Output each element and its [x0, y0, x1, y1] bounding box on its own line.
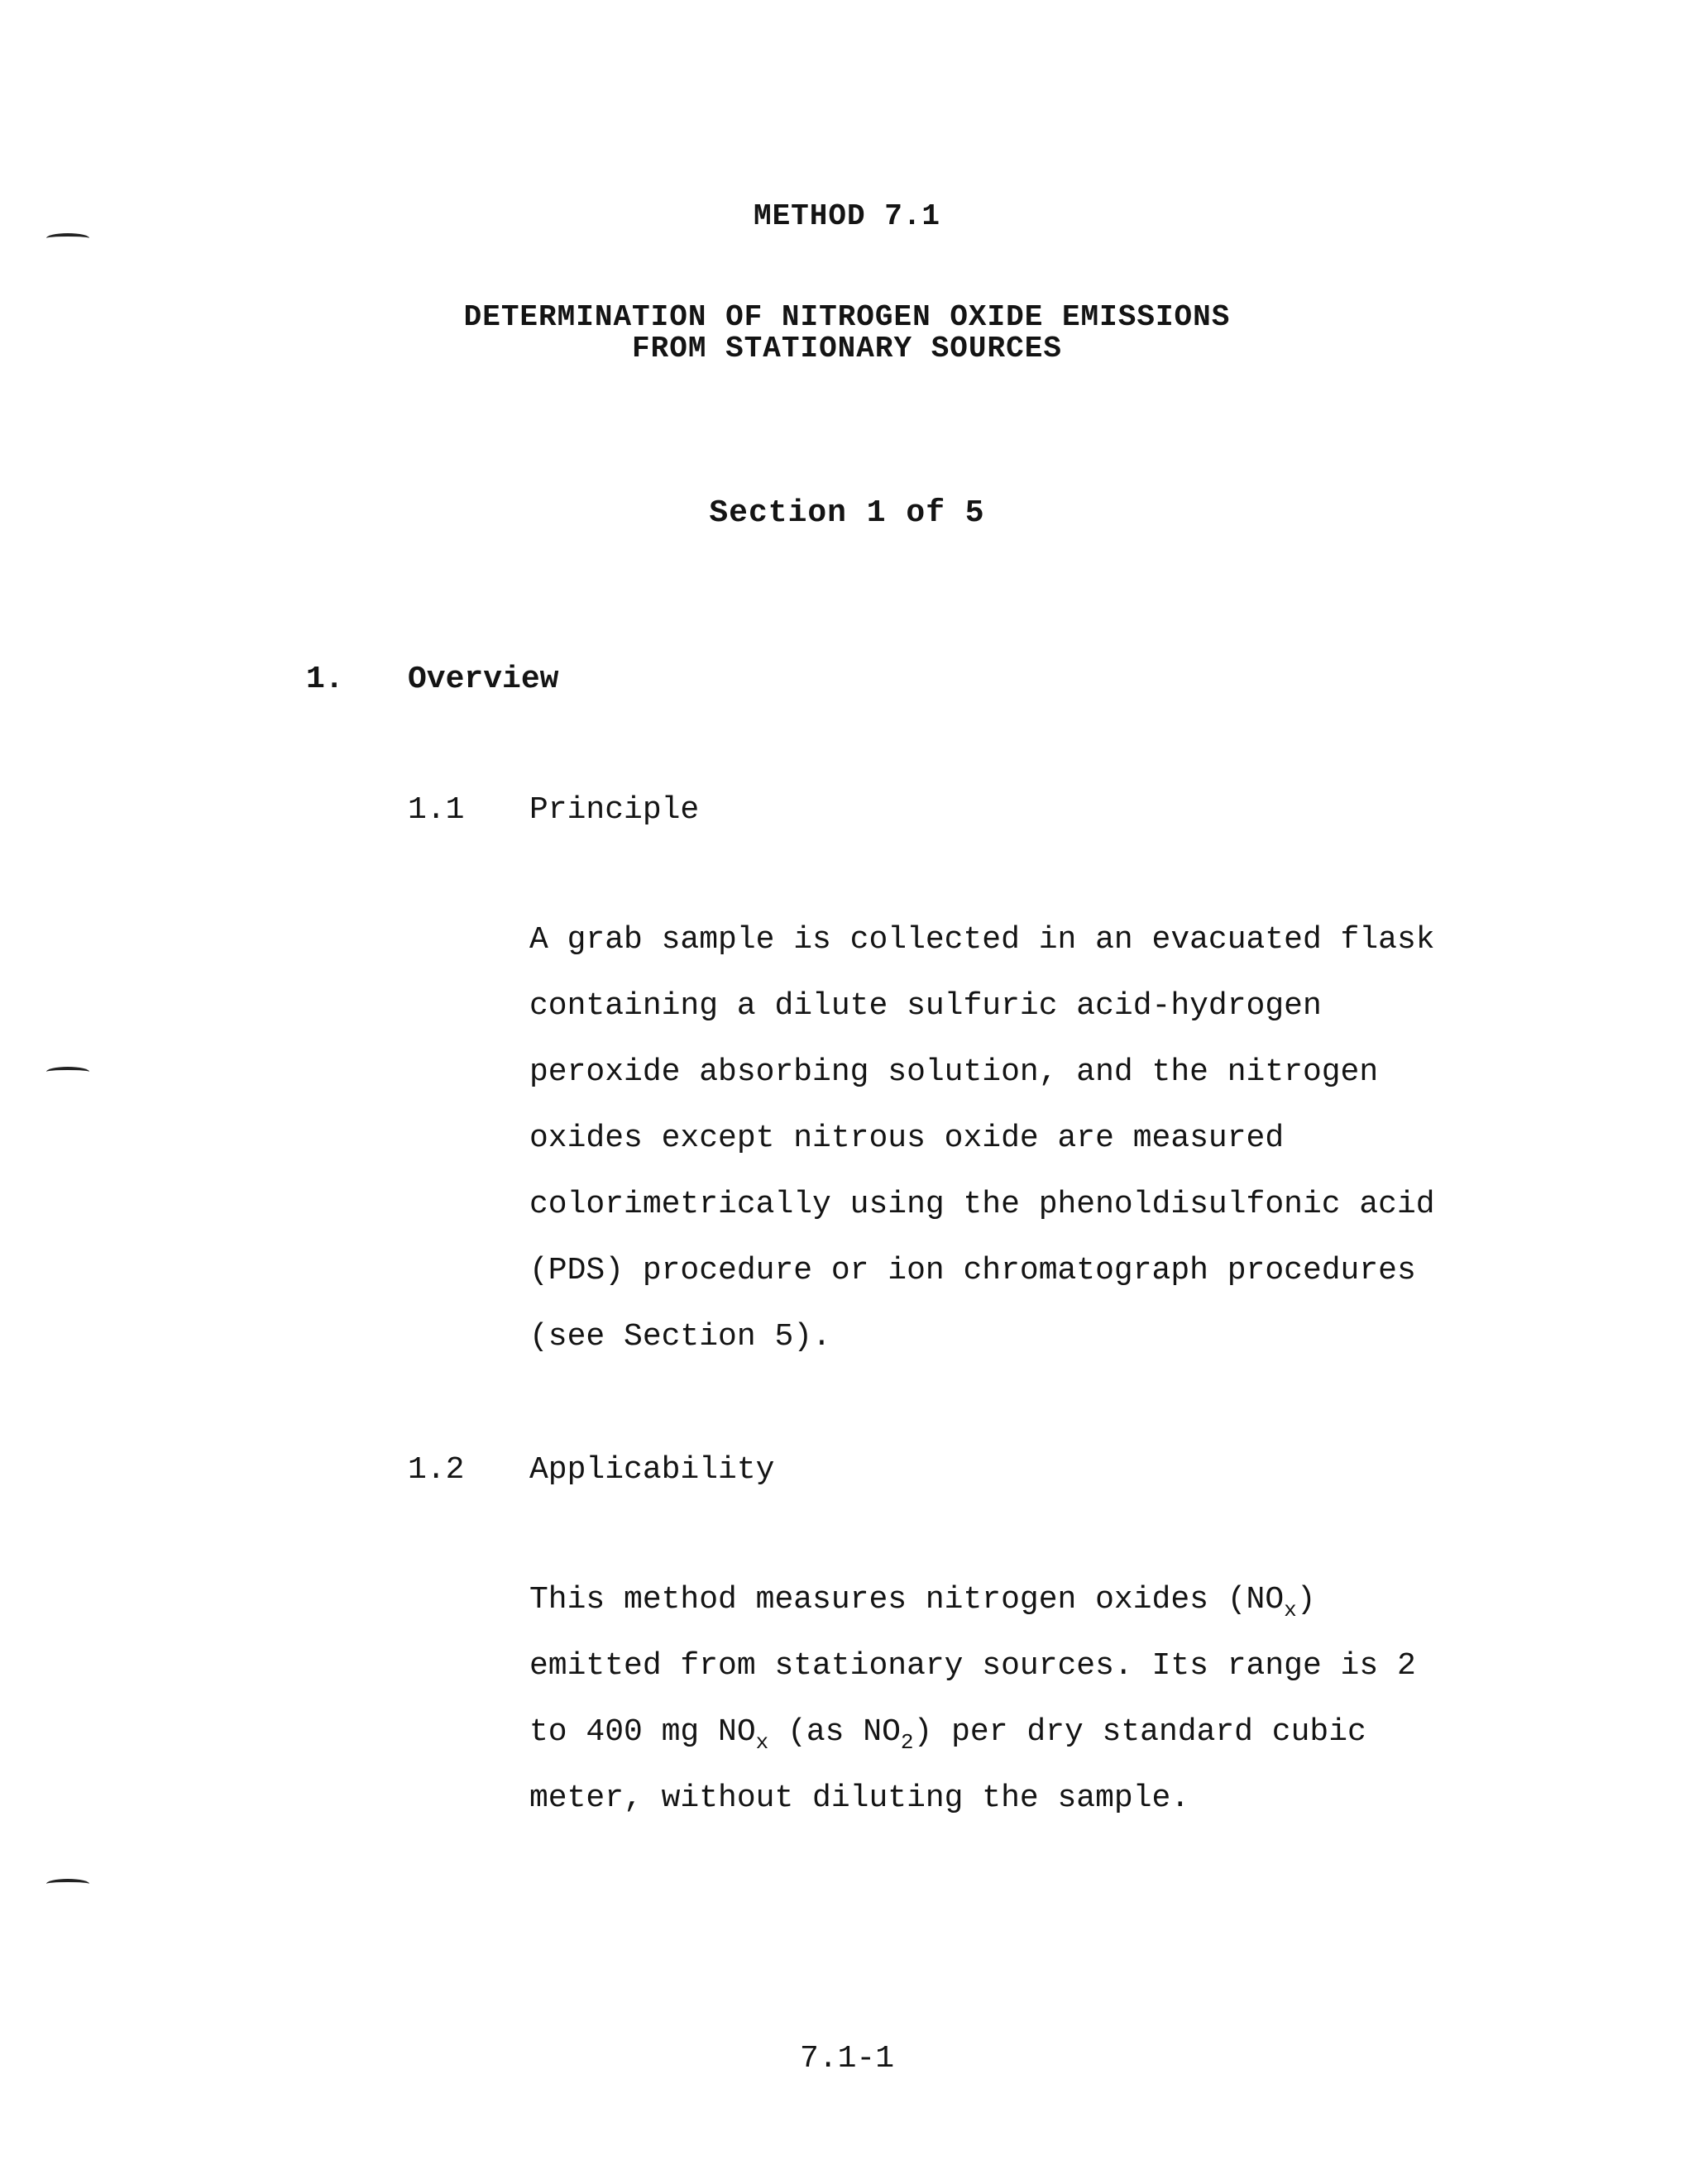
paragraph-line: (see Section 5). [529, 1319, 831, 1355]
subscript: 2 [900, 1730, 914, 1755]
subsection-title: Principle [529, 792, 700, 828]
paragraph-line: (PDS) procedure or ion chromatograph procedures [529, 1253, 1416, 1288]
paragraph-line: peroxide absorbing solution, and the nitrogen [529, 1054, 1379, 1090]
paragraph-line: A grab sample is collected in an evacuated flask [529, 922, 1435, 958]
text-run: This method measures nitrogen oxides (NO [529, 1582, 1285, 1618]
text-run: ) per dry standard cubic [913, 1714, 1366, 1750]
method-heading: METHOD 7.1 [753, 199, 941, 233]
subsection-number: 1.2 [408, 1452, 465, 1488]
paragraph-line [529, 1567, 1522, 1633]
section-number: 1. [306, 662, 344, 697]
paragraph-line: emitted from stationary sources. Its range is 2 [529, 1648, 1416, 1684]
binder-hole-mark [46, 233, 89, 243]
binder-hole-mark [46, 1879, 89, 1889]
subscript: x [1284, 1598, 1297, 1622]
text-run: ) [1296, 1582, 1316, 1618]
paragraph-line: containing a dilute sulfuric acid-hydrogen [529, 988, 1322, 1024]
text-run: (as NO [768, 1714, 901, 1750]
document-title-line2: FROM STATIONARY SOURCES [632, 332, 1062, 366]
section-title: Overview [408, 662, 559, 697]
applicability-paragraph [529, 1567, 1522, 1832]
paragraph-line: oxides except nitrous oxide are measured [529, 1121, 1285, 1156]
paragraph-line: colorimetrically using the phenoldisulfonic acid [529, 1187, 1435, 1222]
paragraph-line [529, 1699, 1522, 1766]
text-run: to 400 mg NO [529, 1714, 756, 1750]
subscript: x [755, 1730, 769, 1755]
document-title-line1: DETERMINATION OF NITROGEN OXIDE EMISSIONS [463, 300, 1231, 334]
principle-paragraph [529, 907, 1522, 1370]
section-indicator: Section 1 of 5 [709, 495, 985, 531]
subsection-number: 1.1 [408, 792, 465, 828]
binder-hole-mark [46, 1067, 89, 1077]
paragraph-line: meter, without diluting the sample. [529, 1780, 1190, 1816]
subsection-title: Applicability [529, 1452, 775, 1488]
page-number: 7.1-1 [799, 2041, 895, 2076]
